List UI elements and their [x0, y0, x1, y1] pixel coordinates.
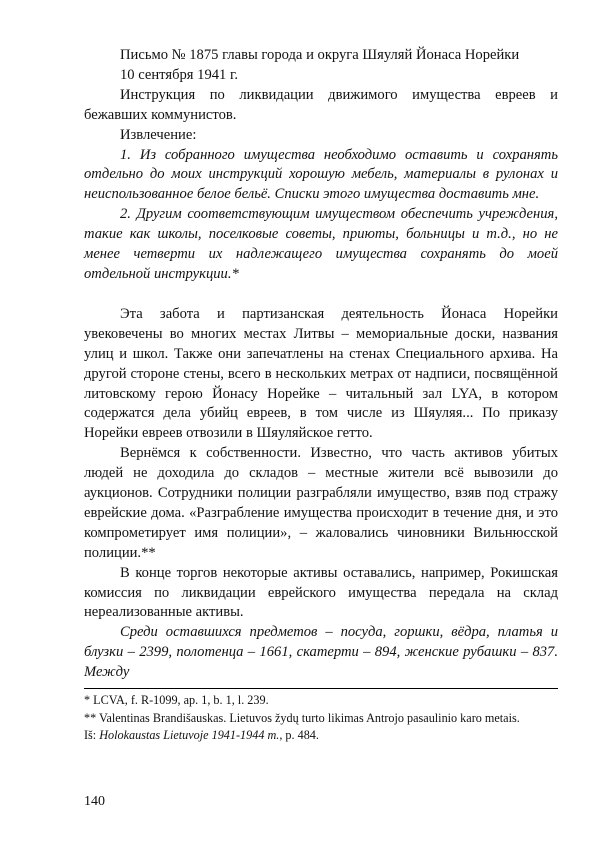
letter-item-2: 2. Другим соответствующим имуществом обеспечить учреждения, такие как школы, поселковые советы, приюты, больницы и т.д., но не менее четверти их надлежащего имущества сохранять до моей отдельной инструкции.*	[84, 206, 558, 282]
footnote-2: ** Valentinas Brandišauskas. Lietuvos žydų turto likimas Antrojo pasaulinio karo metais.	[84, 710, 520, 725]
extract-label: Извлечение:	[120, 126, 197, 143]
body-paragraph-1: Эта забота и партизанская деятельность Йонаса Норейки увековечены во многих местах Литвы – мемориальные доски, названия улиц и школ. Также они запечатлены на стенах Специального архива. На другой стороне стены, всего в нескольких метрах от надписи, посвящённой литовскому герою Йонасу Норейке – читальный зал LYA, в котором содержатся дела убийц евреев, в том числе из Шяуляя... По приказу Норейки евреев отвозили в Шяуляйское гетто.	[84, 305, 558, 442]
main-text	[84, 46, 558, 683]
footnote-3-prefix: Iš:	[84, 728, 100, 743]
footnote-3-title: Holokaustas Lietuvoje 1941-1944 m.	[99, 728, 280, 743]
footnote-3-suffix: , p. 484.	[279, 728, 319, 743]
body-paragraph-2: Вернёмся к собственности. Известно, что часть активов убитых людей не доходила до складов – местные жители всё вывозили до аукционов. Сотрудники полиции разграбляли имущество, взяв под стражу еврейские дома. «Разграбление имущества происходит в течение дня, и это компрометирует имя полиции», – жаловались чиновники Вильнюсской полиции.**	[84, 445, 558, 561]
letter-subject: Инструкция по ликвидации движимого имущества евреев и бежавших коммунистов.	[84, 86, 558, 123]
letter-date: 10 сентября 1941 г.	[120, 66, 238, 83]
footnote-divider	[84, 688, 558, 689]
letter-title: Письмо № 1875 главы города и округа Шяуляй Йонаса Норейки	[120, 47, 520, 63]
footnote-1: * LCVA, f. R-1099, ap. 1, b. 1, l. 239.	[84, 693, 269, 707]
body-paragraph-3: В конце торгов некоторые активы оставались, например, Рокишская комиссия по ликвидации еврейского имущества передала на склад нереализованные активы.	[84, 564, 558, 621]
footnotes	[84, 692, 558, 745]
footnote-3	[84, 727, 558, 745]
letter-item-1: 1. Из собранного имущества необходимо оставить и сохранять отдельно до моих инструкций хорошую мебель, материалы в рулонах и неиспользованное белое бельё. Списки этого имущества доставить мне.	[84, 146, 558, 203]
page-number: 140	[84, 794, 105, 809]
body-paragraph-4: Среди оставшихся предметов – посуда, горшки, вёдра, платья и блузки – 2399, полотенца – 1661, скатерти – 894, женские рубашки – 837. Между	[84, 624, 558, 681]
